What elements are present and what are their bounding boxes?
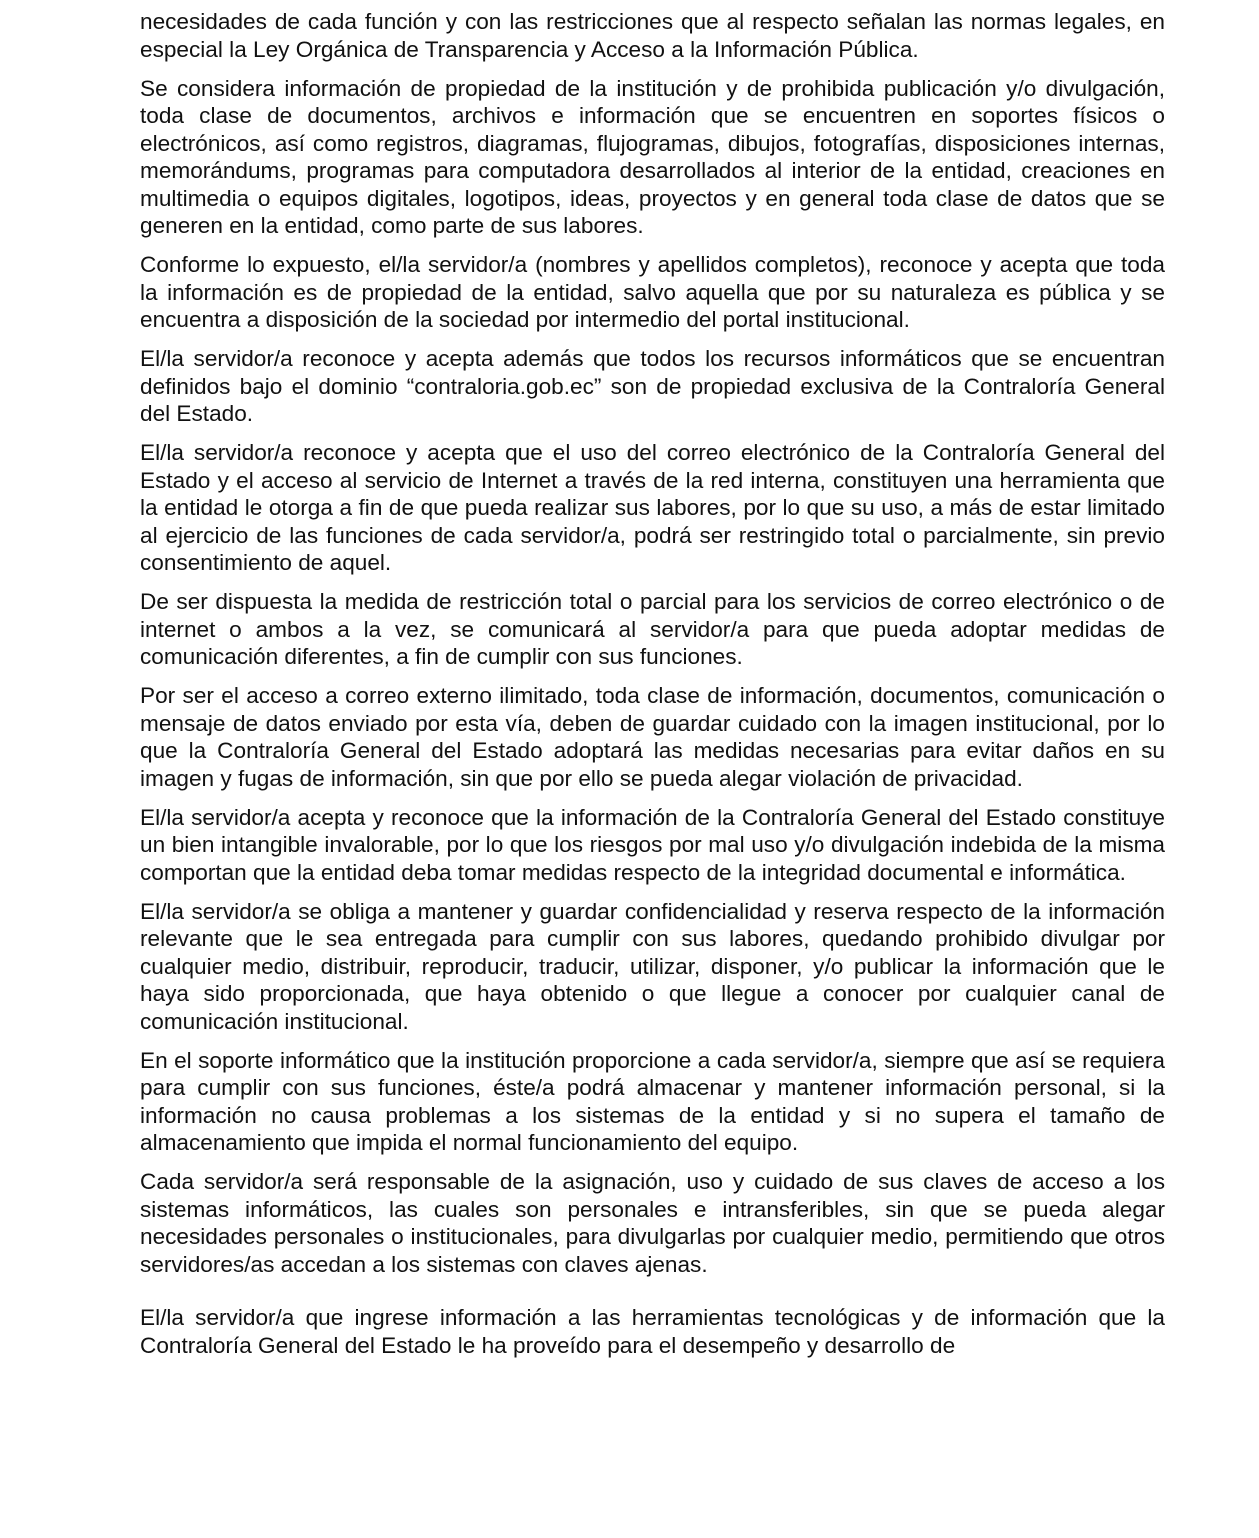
paragraph-personal-information: En el soporte informático que la institución proporcione a cada servidor/a, siempre que así se requiera para cumplir con sus funciones, éste/a podrá almacenar y mantener información personal, si la información no causa problemas a los sistemas de la entidad y si no supera el tamaño de almacenamiento que impida el normal funcionamiento del equipo. (140, 1047, 1165, 1155)
document-page (140, 8, 1165, 1371)
paragraph-email-internet-use: El/la servidor/a reconoce y acepta que el uso del correo electrónico de la Contraloría General del Estado y el acceso al servicio de Internet a través de la red interna, constituyen una herramienta que la entidad le otorga a fin de que pueda realizar sus labores, por lo que su uso, a más de estar limitado al ejercicio de las funciones de cada servidor/a, podrá ser restringido total o parcialmente, sin previo consentimiento de aquel. (140, 440, 1165, 575)
paragraph-confidentiality: El/la servidor/a se obliga a mantener y guardar confidencialidad y reserva respecto de la información relevante que le sea entregada para cumplir con sus labores, quedando prohibido divulgar por cualquier medio, distribuir, reproducir, traducir, utilizar, disponer, y/o publicar la información que le haya sido proporcionada, que haya obtenido o que llegue a conocer por cualquier canal de comunicación institucional. (140, 898, 1165, 1034)
paragraph-legal-restrictions: necesidades de cada función y con las restricciones que al respecto señalan las normas legales, en especial la Ley Orgánica de Transparencia y Acceso a la Información Pública. (140, 9, 1165, 62)
paragraph-domain-resources: El/la servidor/a reconoce y acepta además que todos los recursos informáticos que se encuentran definidos bajo el dominio “contraloria.gob.ec” son de propiedad exclusiva de la Contraloría General del Estado. (140, 346, 1165, 426)
paragraph-external-mail: Por ser el acceso a correo externo ilimitado, toda clase de información, documentos, comunicación o mensaje de datos enviado por esta vía, deben de guardar cuidado con la imagen institucional, por lo que la Contraloría General del Estado adoptará las medidas necesarias para evitar daños en su imagen y fugas de información, sin que por ello se pueda alegar violación de privacidad. (140, 683, 1165, 791)
paragraph-access-keys: Cada servidor/a será responsable de la asignación, uso y cuidado de sus claves de acceso a los sistemas informáticos, las cuales son personales e intransferibles, sin que se pueda alegar necesidades personales o institucionales, para divulgarlas por cualquier medio, permitiendo que otros servidores/as accedan a los sistemas con claves ajenas. (140, 1169, 1165, 1277)
paragraph-intangible-asset: El/la servidor/a acepta y reconoce que la información de la Contraloría General del Estado constituye un bien intangible invalorable, por lo que los riesgos por mal uso y/o divulgación indebida de la misma comportan que la entidad deba tomar medidas respecto de la integridad documental e informática. (140, 804, 1165, 885)
paragraph-acceptance: Conforme lo expuesto, el/la servidor/a (nombres y apellidos completos), reconoce y acepta que toda la información es de propiedad de la entidad, salvo aquella que por su naturaleza es pública y se encuentra a disposición de la sociedad por intermedio del portal institucional. (140, 252, 1165, 332)
paragraph-institutional-property: Se considera información de propiedad de la institución y de prohibida publicación y/o divulgación, toda clase de documentos, archivos e información que se encuentren en soportes físicos o electrónicos, así como registros, diagramas, flujogramas, dibujos, fotografías, disposiciones internas, memorándums, programas para computadora desarrollados al interior de la entidad, creaciones en multimedia o equipos digitales, logotipos, ideas, proyectos y en general toda clase de datos que se generen en la entidad, como parte de sus labores. (140, 75, 1165, 238)
paragraph-restriction-measures: De ser dispuesta la medida de restricción total o parcial para los servicios de correo electrónico o de internet o ambos a la vez, se comunicará al servidor/a para que pueda adoptar medidas de comunicación diferentes, a fin de cumplir con sus funciones. (140, 589, 1165, 669)
paragraph-information-entry: El/la servidor/a que ingrese información a las herramientas tecnológicas y de información que la Contraloría General del Estado le ha proveído para el desempeño y desarrollo de (140, 1305, 1165, 1358)
